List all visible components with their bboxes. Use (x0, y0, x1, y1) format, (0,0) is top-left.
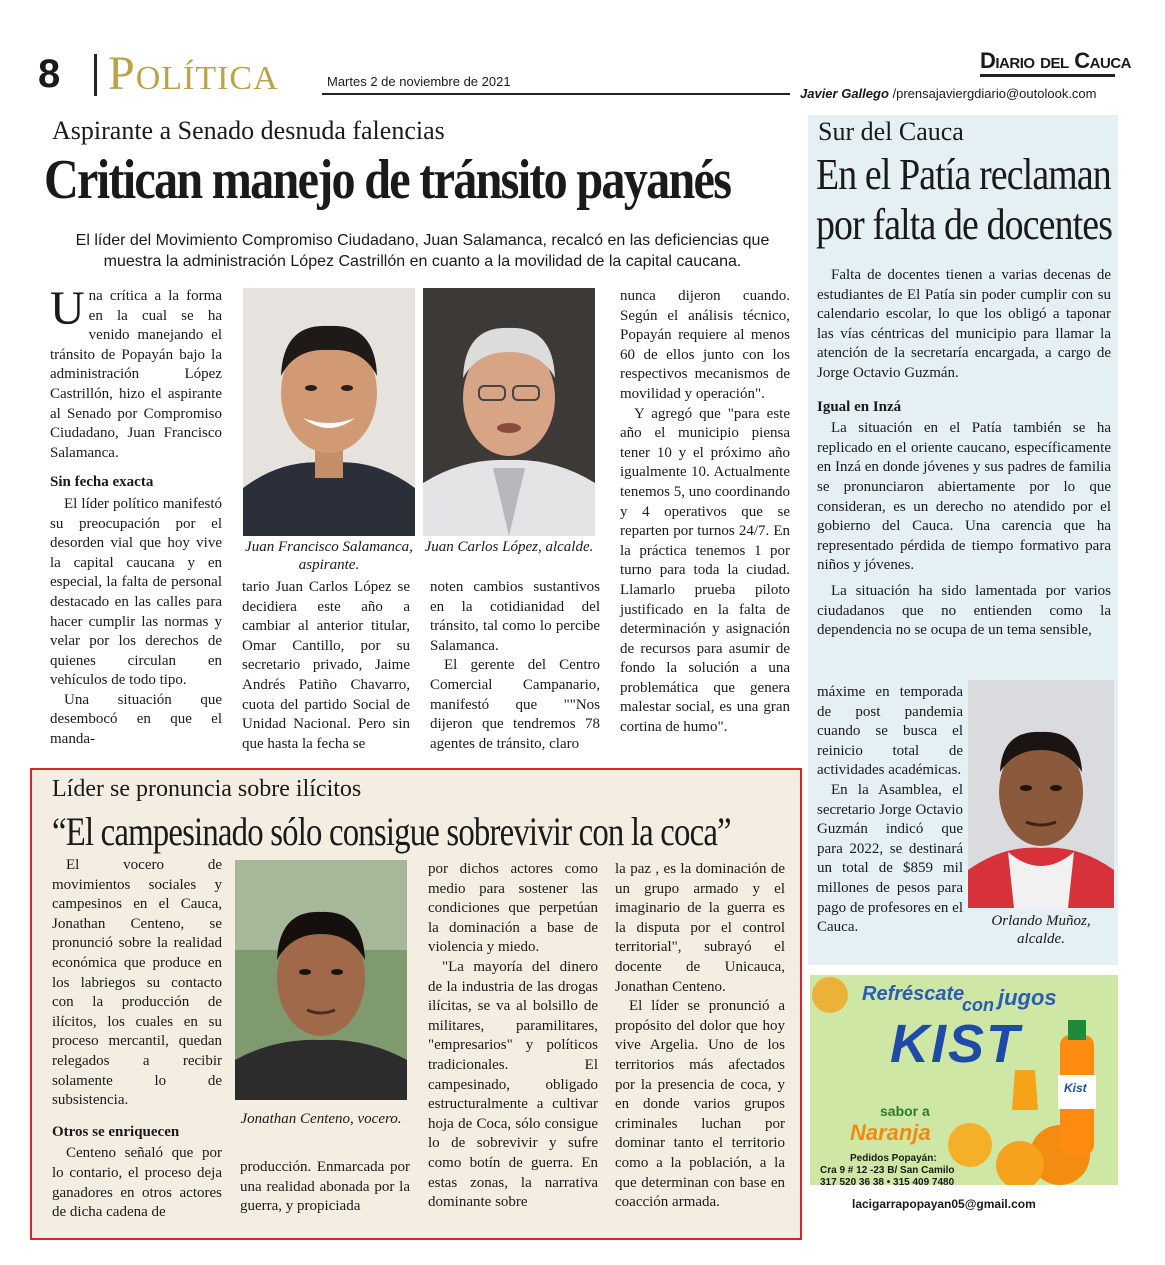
photo-caption: Orlando Muñoz, alcalde. (991, 913, 1091, 947)
photo-jonathan-centeno (235, 860, 407, 1100)
main-column-2 (242, 578, 410, 754)
sidebar-text (817, 266, 1111, 641)
paragraph: La situación ha sido lamentada por varios ciudadanos que no entienden como la dependencia no se ocupa de un tema sensible, (817, 582, 1111, 639)
paragraph: El líder se pronunció a propósito del dolor que hoy vive Argelia. Uno de los territorios más afectados por la presencia de coca, y en donde varios grupos criminales luchan por dominar tanto el territorio como a la población, a la que determinan con base en coacción armada. (615, 998, 785, 1211)
paragraph: na crítica a la forma en la cual se ha venido manejando el tránsito de Popayán bajo la administración López Castrillón, hizo el aspirante al Senado por Compromiso Ciudadano, Juan Francisco Salamanca. (50, 288, 222, 461)
ad-orders: Pedidos Popayán: (850, 1153, 937, 1164)
paragraph: noten cambios sustantivos en la cotidianidad del tránsito, tal como lo percibe Salamanca. (430, 579, 600, 654)
paragraph: por dichos actores como medio para sostener las condiciones que perpetúan la dominación a base de violencia y miedo. (428, 861, 598, 956)
ad-address: Cra 9 # 12 -23 B/ San Camilo (820, 1165, 955, 1176)
paragraph: la paz , es la dominación de un grupo armado y el imaginario de la guerra es la disputa por el control territorial", subrayó el docente de Unicauca, Jonathan Centeno. (615, 861, 785, 995)
ad-phones: 317 520 36 38 • 315 409 7480 (820, 1177, 955, 1188)
paragraph: El gerente del Centro Comercial Campanario, manifestó que ""Nos dijeron que tendremos 78 agentes de tránsito, claro (430, 657, 600, 752)
paragraph: Y agregó que "para este año el municipio piensa tener 10 y el próximo año igualmente 10. Actualmente tenemos 5, uno coordinando y 4 operativos que se reparten por turnos 24/7. En la práctica tenemos 1 por turno para toda la ciudad. Llamarlo prueba piloto justificado en la falta de determinación y asignación de recursos para asumir de fondo la solución a una problemática que genera malestar social, es una gran cortina de humo". (620, 405, 790, 736)
subhead: Otros se enriquecen (52, 1123, 180, 1140)
paragraph: La situación en el Patía también se ha replicado en el oriente caucano, específicamente en Inzá en donde jóvenes y sus padres de familia se pronunciaron abiertamente por lo que consideran, es un derecho no atendido por el gobierno del Cauca. Una carencia que ha representado pérdida de tiempo formativo para niños y jóvenes. (817, 420, 1111, 574)
drop-cap: U (50, 282, 85, 335)
box-column-2 (240, 1158, 410, 1217)
paragraph: máxime en temporada de post pandemia cuando se busca el reinicio total de actividades académicas. (817, 684, 963, 779)
ad-slogan-2: con (962, 995, 995, 1015)
paragraph: nunca dijeron cuando. Según el análisis técnico, Popayán requiere al menos 60 de ellos junto con los respectivos mecanismos de movilidad y operación". (620, 288, 790, 402)
box-column-4 (615, 860, 785, 1213)
section-title: Política (108, 47, 279, 100)
sidebar-kicker: Sur del Cauca (818, 117, 964, 146)
photo-juan-francisco-salamanca (243, 288, 415, 536)
sidebar-headline-line: por falta de docentes (816, 200, 1113, 249)
subhead: Igual en Inzá (817, 398, 902, 415)
photo-juan-carlos-lopez (423, 288, 595, 536)
ad-flavor-2: Naranja (850, 1120, 931, 1145)
photo-caption: Jonathan Centeno, vocero. (240, 1111, 402, 1127)
portrait-image (243, 288, 415, 536)
kist-advertisement[interactable] (810, 975, 1118, 1220)
author-line (800, 86, 1097, 101)
photo-caption: Juan Francisco Salamanca, aspirante. (245, 539, 413, 573)
main-column-3 (430, 578, 600, 754)
portrait-image (423, 288, 595, 536)
paragraph: Centeno señaló que por lo contario, el proceso deja ganadores en otros actores de dicha cadena de (52, 1145, 222, 1221)
header-rule (322, 93, 790, 95)
paragraph: "La mayoría del dinero de la industria de las drogas ilícitas, se va al bolsillo de militares, paramilitares, "empresarios" y políticos tradicionales. El campesinado, obligado estructuralmente a cultivar hoja de Coca, sólo consigue lo de sobrevivir y sufre como botín de guerra. En estas zonas, la narrativa dominante sobre (428, 958, 598, 1211)
page-number: 8 (38, 52, 61, 96)
paragraph: tario Juan Carlos López se decidiera este año a cambiar al anterior titular, Omar Cantillo, por su secretario privado, Jaime Andrés Patiño Chavarro, cuota del partido Social de Unidad Nacional. Pero sin que hasta la fecha se (242, 579, 410, 752)
author-name: Javier Gallego (800, 86, 889, 101)
paragraph: producción. Enmarcada por una realidad abonada por la guerra, y propiciada (240, 1159, 410, 1215)
masthead-rule (980, 74, 1115, 77)
ad-email[interactable]: lacigarrapopayan05@gmail.com (852, 1197, 1036, 1211)
masthead: Diario del Cauca (980, 48, 1131, 73)
box-kicker: Líder se pronuncia sobre ilícitos (52, 776, 362, 802)
ad-brand: KIST (890, 1014, 1022, 1074)
photo-orlando-munoz (968, 680, 1114, 908)
box-headline: “El campesinado sólo consigue sobrevivir con la coca” (52, 809, 731, 854)
ad-slogan-1: Refréscate (862, 983, 965, 1005)
header-separator (94, 54, 97, 96)
portrait-image (235, 860, 407, 1100)
ad-bottle-label: Kist (1064, 1081, 1087, 1095)
ad-slogan-3: jugos (998, 985, 1057, 1010)
photo-caption: Juan Carlos López, alcalde. (424, 539, 594, 555)
main-column-1 (50, 282, 222, 750)
sidebar-headline (816, 150, 1112, 250)
paragraph: El líder político manifestó su preocupación por el desorden vial que hoy vive la capital caucana y en especial, la falta de personal destacado en las calles para hacer cumplir las normas y velar por los derechos de quienes circulan en vehículos de todo tipo. (50, 495, 222, 689)
main-kicker: Aspirante a Senado desnuda falencias (52, 116, 445, 145)
paragraph: Una situación que desembocó en que el manda- (50, 691, 222, 748)
portrait-image (968, 680, 1114, 908)
paragraph: Falta de docentes tienen a varias decenas de estudiantes de El Patía sin poder cumplir con su calendario escolar, lo que los obligó a taponar las vías céntricas del municipio para llamar la atención de la secretaría encargada, a cargo de Jorge Octavio Guzmán. (817, 267, 1111, 381)
box-column-3 (428, 860, 598, 1213)
paragraph: En la Asamblea, el secretario Jorge Octavio Guzmán indicó que para 2022, se destinará un total de $859 mil millones de pesos para pago de profesores en el Cauca. (817, 781, 963, 936)
box-column-1 (52, 856, 222, 1223)
subhead: Sin fecha exacta (50, 474, 154, 491)
author-email: /prensajaviergdiario@outolook.com (892, 86, 1097, 101)
main-deck: El líder del Movimiento Compromiso Ciudadano, Juan Salamanca, recalcó en las deficiencias que muestra la administración López Castrillón en cuanto a la movilidad de la capital caucana. (75, 232, 770, 270)
sidebar-text-narrow (817, 683, 963, 938)
paragraph: El vocero de movimientos sociales y campesinos en el Cauca, Jonathan Centeno, se pronunció sobre la realidad económica que produce en los labriegos su contacto con la producción de ilícitos, los cuales en su proceso mercantil, quedan relegados a recibir solamente lo de subsistencia. (52, 857, 222, 1109)
issue-date: Martes 2 de noviembre de 2021 (327, 74, 511, 89)
sidebar-headline-line: En el Patía reclaman (816, 150, 1111, 199)
main-headline: Critican manejo de tránsito payanés (44, 149, 731, 211)
ad-flavor-1: sabor a (880, 1103, 930, 1119)
main-column-4 (620, 287, 790, 738)
